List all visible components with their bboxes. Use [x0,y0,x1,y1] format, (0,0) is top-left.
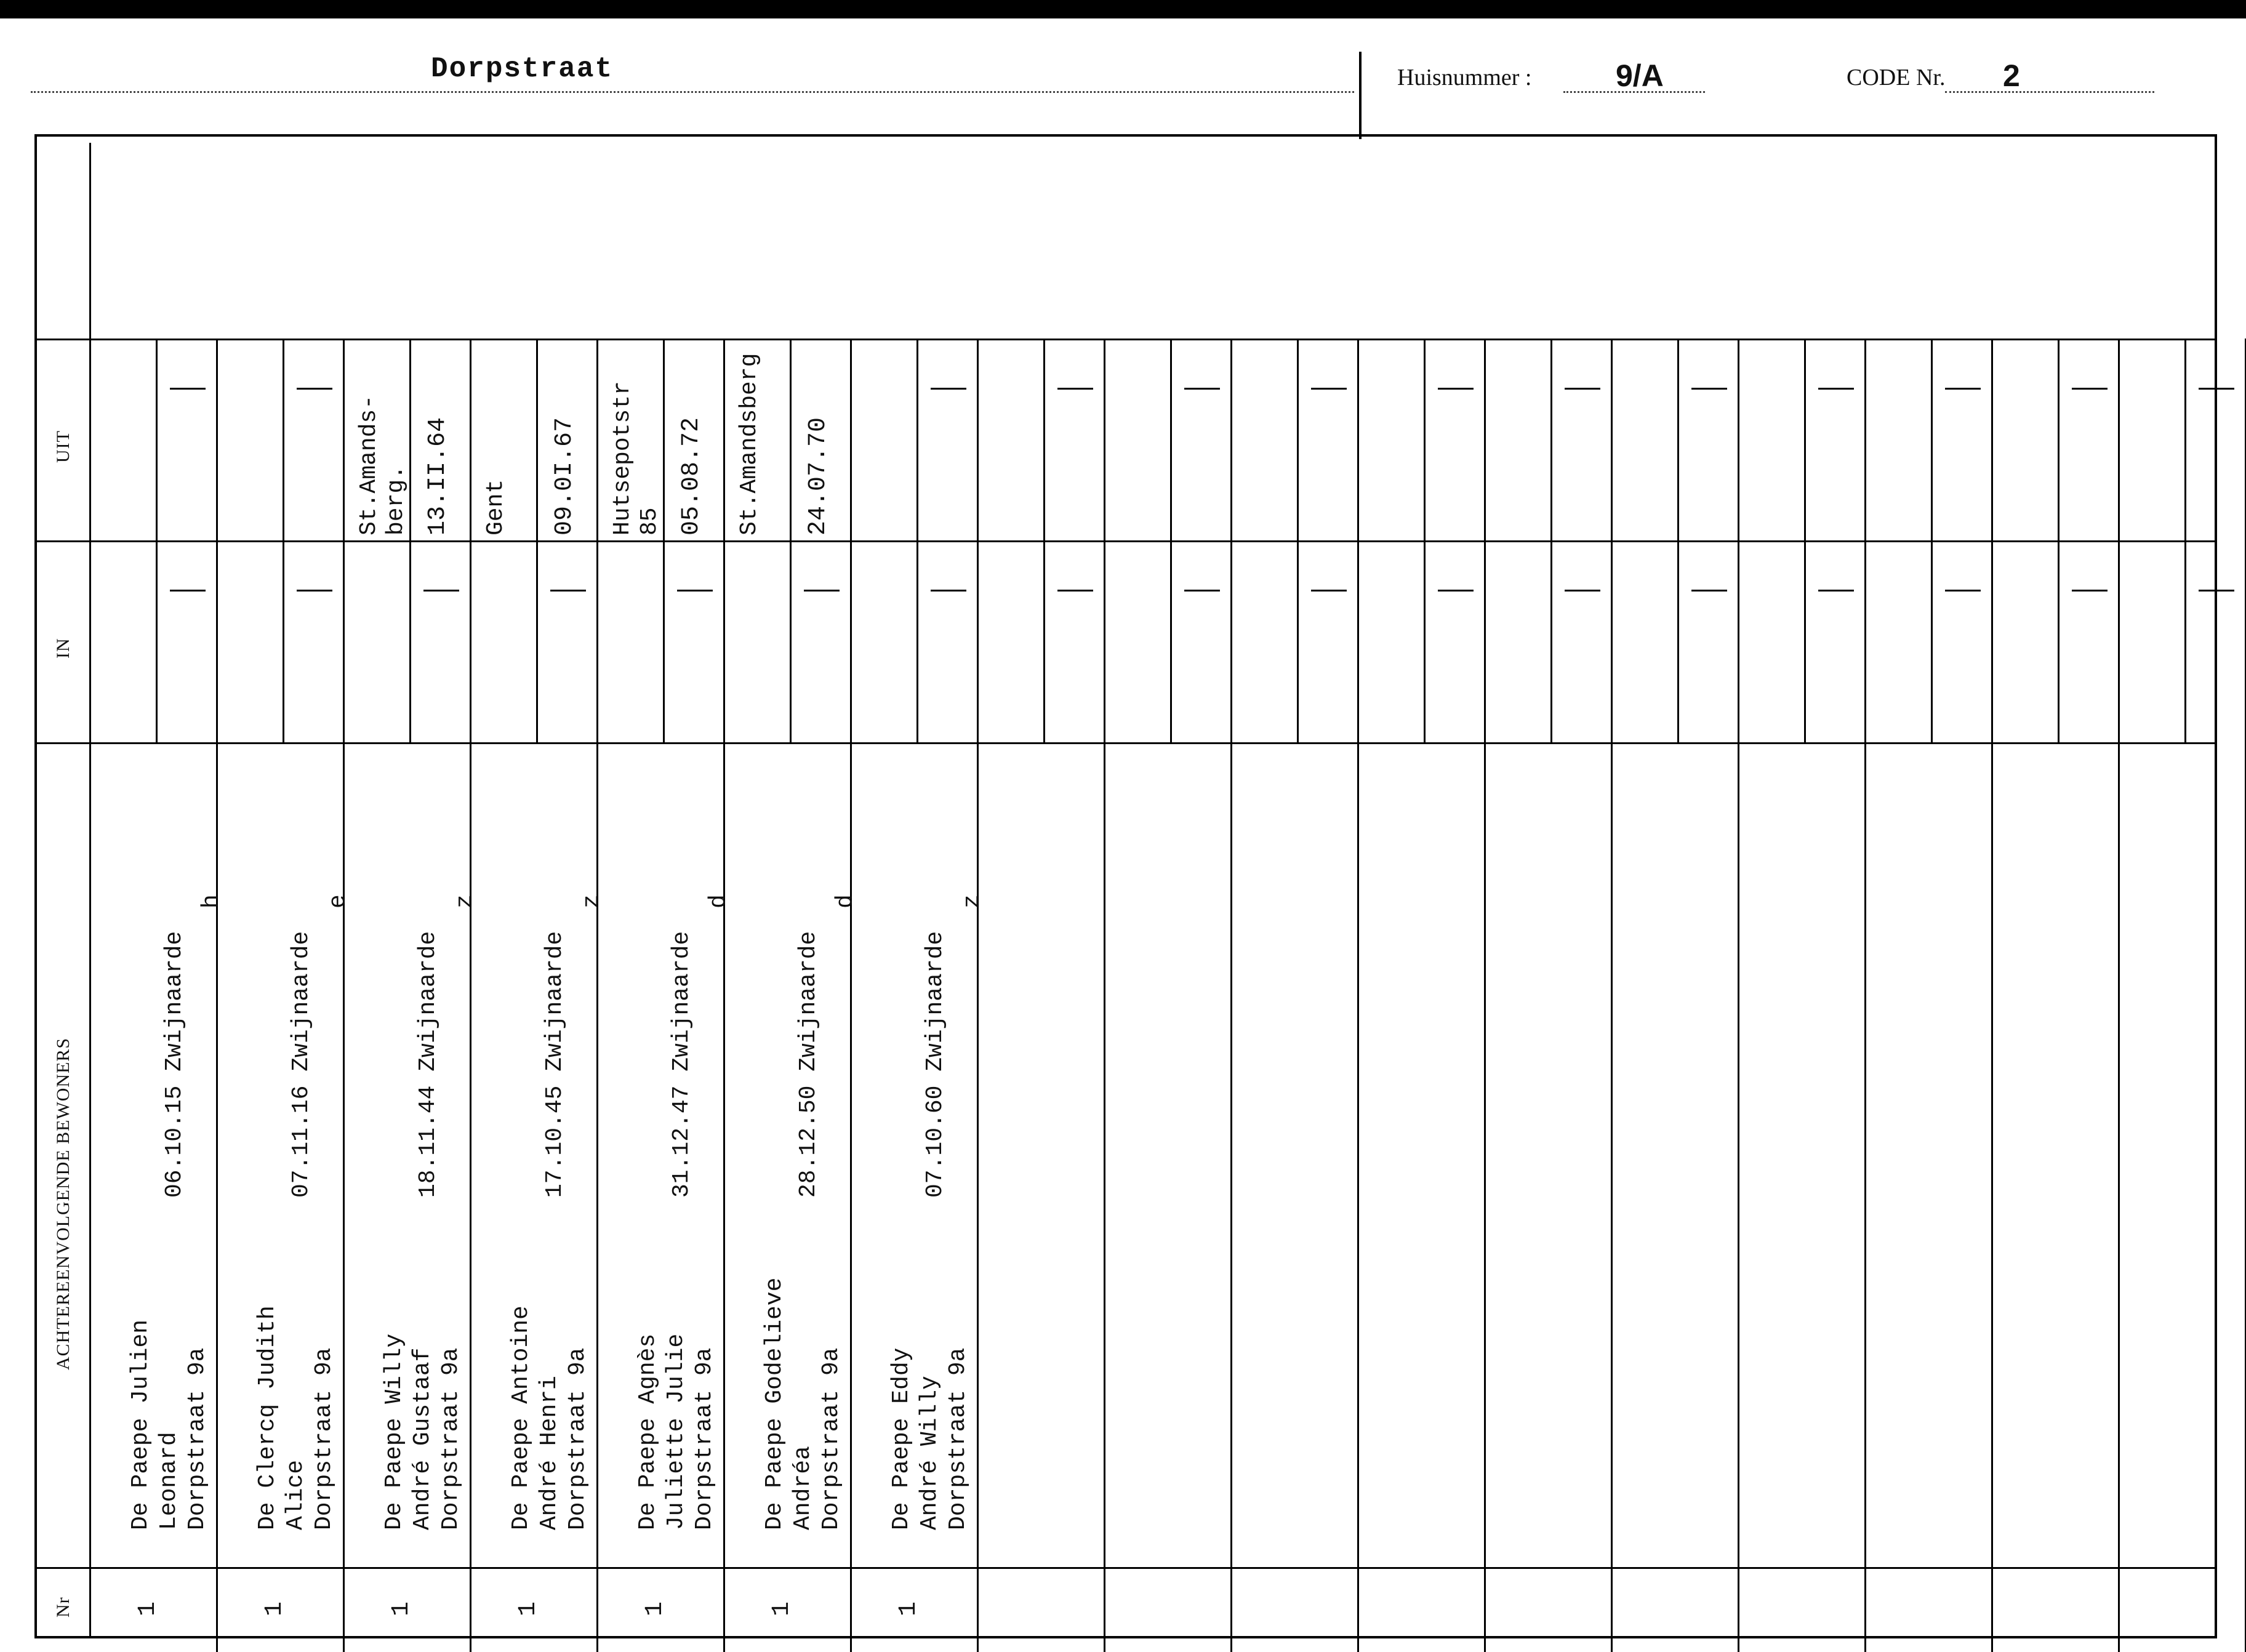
resident-name-line: Dorpstraat 9a [311,1347,337,1530]
resident-nr: 1 [388,1601,415,1616]
uit-place: St.Amands- berg. [356,395,409,535]
column-divider [723,339,725,1638]
resident-code: d [832,894,859,908]
in-empty-marker [931,590,966,591]
resident-name-line: De Paepe Willy [381,1333,407,1530]
header-divider [1359,52,1362,139]
uit-place: Gent [483,479,509,535]
resident-nr: 1 [515,1601,542,1616]
resident-name-line: André Willy [916,1376,943,1530]
edge-tick [850,1638,852,1652]
subcolumn-divider [1931,339,1933,742]
resident-name-line: De Clercq Judith [254,1305,281,1530]
uit-place: Hutsepotstr 85 [609,381,663,535]
resident-code: z [452,894,478,908]
resident-name-line: De Paepe Godelieve [761,1277,788,1530]
resident-name-line: De Paepe Antoine [508,1305,534,1530]
resident-nr: 1 [641,1601,669,1616]
subcolumn-divider [1170,339,1172,742]
edge-tick [343,1638,345,1652]
uit-date: 09.0I.67 [551,417,579,535]
column-divider [1864,339,1866,1638]
resident-name-line: De Paepe Julien [127,1319,154,1530]
edge-tick [1230,1638,1232,1652]
edge-tick [977,1638,979,1652]
label-column-lines [34,742,90,744]
column-divider [1104,339,1105,1638]
in-empty-marker [1945,590,1981,591]
in-empty-marker [423,590,459,591]
resident-name-line: Leonard [156,1432,182,1530]
resident-nr: 1 [134,1601,162,1616]
in-empty-marker [677,590,713,591]
edge-tick [1738,1638,1739,1652]
subcolumn-divider [283,339,284,742]
huisnummer-value: 9/A [1616,58,1664,93]
resident-birth: 17.10.45 Zwijnaarde [542,931,568,1198]
code-label: CODE Nr. [1847,65,1946,90]
column-divider [1230,339,1232,1638]
resident-name-line: Alice [283,1459,309,1530]
uit-empty-marker [1945,388,1981,390]
resident-code: z [579,894,605,908]
edge-tick [1484,1638,1486,1652]
edge-tick [1611,1638,1613,1652]
resident-nr: 1 [261,1601,289,1616]
subcolumn-divider [1424,339,1426,742]
in-empty-marker [1057,590,1093,591]
register-frame [34,134,2217,1638]
column-divider [2118,339,2120,1638]
divider-uit-in [89,540,2217,542]
resident-nr: 1 [768,1601,796,1616]
edge-tick [2118,1638,2120,1652]
column-divider [343,339,345,1638]
edge-tick [1104,1638,1105,1652]
subcolumn-divider [536,339,538,742]
resident-code: h [198,894,225,908]
divider-top-uit [89,339,2217,340]
resident-name-line: Dorpstraat 9a [691,1347,718,1530]
subcolumn-divider [1297,339,1299,742]
edge-tick [1864,1638,1866,1652]
resident-code: z [959,894,985,908]
in-empty-marker [1438,590,1474,591]
resident-birth: 31.12.47 Zwijnaarde [668,931,695,1198]
column-divider [1357,339,1359,1638]
resident-birth: 07.10.60 Zwijnaarde [922,931,949,1198]
resident-name-line: Juliette Julie [663,1333,689,1530]
column-divider [1611,339,1613,1638]
edge-tick [723,1638,725,1652]
in-empty-marker [2072,590,2108,591]
in-empty-marker [550,590,586,591]
in-empty-marker [297,590,332,591]
label-column-divider [89,143,91,1638]
subcolumn-divider [2184,339,2186,742]
street-name: Dorpstraat [431,53,614,85]
code-dotted-line [1945,91,2154,93]
resident-nr: 1 [895,1601,923,1616]
label-column-lines [34,1567,90,1569]
resident-code: e [325,894,351,908]
resident-birth: 07.11.16 Zwijnaarde [288,931,315,1198]
column-divider [1991,339,1993,1638]
label-column-lines [34,540,90,542]
uit-empty-marker [170,388,206,390]
scan-top-border [0,0,2246,18]
resident-name-line: Dorpstraat 9a [945,1347,971,1530]
subcolumn-divider [1677,339,1679,742]
column-divider [216,339,218,1638]
edge-tick [216,1638,218,1652]
uit-empty-marker [1438,388,1474,390]
resident-name-line: Dorpstraat 9a [818,1347,844,1530]
in-empty-marker [1311,590,1347,591]
uit-date: 24.07.70 [804,417,832,535]
divider-bewoners-nr [89,1567,2217,1569]
resident-code: d [705,894,732,908]
subcolumn-divider [156,339,158,742]
edge-tick [596,1638,598,1652]
uit-empty-marker [931,388,966,390]
resident-name-line: Dorpstraat 9a [184,1347,211,1530]
column-divider [977,339,979,1638]
in-empty-marker [170,590,206,591]
subcolumn-divider [1550,339,1552,742]
in-empty-marker [1565,590,1600,591]
in-empty-marker [1184,590,1220,591]
subcolumn-divider [1804,339,1806,742]
code-value: 2 [2003,58,2020,93]
section-label-bewoners: ACHTEREENVOLGENDE BEWONERS [53,1037,73,1370]
uit-empty-marker [1565,388,1600,390]
uit-empty-marker [1818,388,1854,390]
resident-name-line: André Henri [536,1376,563,1530]
uit-empty-marker [1184,388,1220,390]
edge-tick [1991,1638,1993,1652]
huisnummer-label: Huisnummer : [1397,65,1532,90]
subcolumn-divider [2058,339,2060,742]
edge-tick [1357,1638,1359,1652]
column-divider [470,339,471,1638]
in-empty-marker [1691,590,1727,591]
uit-date: 05.08.72 [678,417,705,535]
resident-birth: 28.12.50 Zwijnaarde [795,931,822,1198]
column-divider [596,339,598,1638]
uit-empty-marker [297,388,332,390]
uit-empty-marker [2072,388,2108,390]
resident-name-line: De Paepe Agnès [635,1333,661,1530]
uit-empty-marker [1311,388,1347,390]
uit-empty-marker [1691,388,1727,390]
in-empty-marker [2199,590,2234,591]
column-divider [1738,339,1739,1638]
resident-birth: 18.11.44 Zwijnaarde [415,931,441,1198]
resident-name-line: De Paepe Eddy [888,1347,915,1530]
resident-birth: 06.10.15 Zwijnaarde [161,931,188,1198]
resident-name-line: André Gustaaf [409,1347,436,1530]
subcolumn-divider [790,339,792,742]
section-label-in: IN [53,638,73,659]
in-empty-marker [1818,590,1854,591]
uit-empty-marker [2199,388,2234,390]
resident-name-line: Andréa [790,1446,816,1530]
column-divider [850,339,852,1638]
uit-place: St.Amandsberg [736,353,763,535]
edge-tick [470,1638,471,1652]
subcolumn-divider [1043,339,1045,742]
resident-name-line: Dorpstraat 9a [438,1347,464,1530]
section-label-nr: Nr [53,1597,73,1618]
column-divider [1484,339,1486,1638]
label-column-lines [34,339,90,340]
divider-in-bewoners [89,742,2217,744]
subcolumn-divider [916,339,918,742]
section-label-uit: UIT [53,430,73,463]
resident-name-line: Dorpstraat 9a [564,1347,591,1530]
street-dotted-line [31,91,1354,93]
in-empty-marker [804,590,840,591]
uit-date: 13.II.64 [424,417,452,535]
uit-empty-marker [1057,388,1093,390]
